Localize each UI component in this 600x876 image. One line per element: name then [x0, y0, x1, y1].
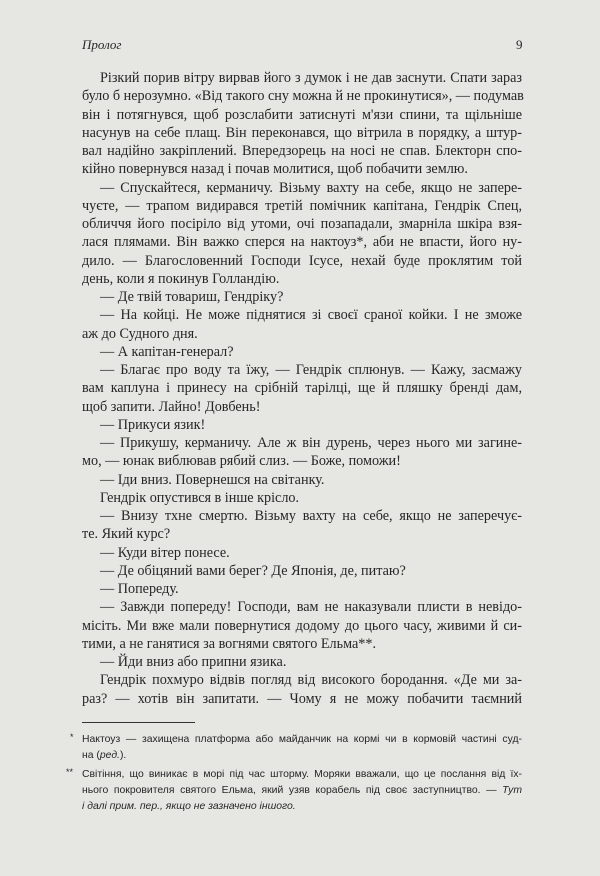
- footnote-line: [82, 799, 522, 815]
- text-line: місіть. Ми вже мали повернутися додому до цього часу, живими й си-: [82, 617, 522, 634]
- text-line: — Спускайтеся, керманичу. Візьму вахту на себе, якщо не запере-: [100, 179, 522, 196]
- running-header-title: Пролог: [82, 37, 122, 52]
- footnotes: [66, 732, 522, 815]
- text-line: насунув на себе плащ. Він переконався, що вітрила в порядку, а штур-: [82, 124, 522, 141]
- footnote-text: ).: [119, 750, 127, 761]
- text-line: — Завжди попереду! Господи, вам не наказували плисти в невідо-: [100, 599, 522, 616]
- body-text: [82, 69, 522, 708]
- text-line: раз? — хотів він запитати. — Чому я не можу побачити таємний: [82, 690, 522, 707]
- footnote-line: [82, 783, 522, 799]
- text-line: Різкий порив вітру вирвав його з думок і не дав заснути. Спати зараз: [100, 70, 522, 86]
- text-line: лася плямами. Він важко сперся на нактоуз*, аби не впасти, його ну-: [82, 234, 522, 251]
- footnote-text: Світіння, що виникає в морі під час шторму. Моряки вважали, що це послання від їх-: [82, 769, 522, 780]
- text-line: обличчя його посіріло від утоми, очі позападали, змарніла шкіра взя-: [82, 216, 522, 232]
- text-line: — Прикушу, керманичу. Але ж він дурень, через нього ми загине-: [100, 435, 522, 451]
- text-line: він і потягнувся, щоб розслабити затиснуті м'язи спини, та щільніше: [82, 106, 522, 123]
- text-line: — Йди вниз або припни язика.: [100, 654, 287, 670]
- text-line: — А капітан-генерал?: [100, 343, 234, 360]
- footnote-marker: **: [66, 767, 74, 777]
- footnote-text: нього покровителя святого Ельма, який узяв корабель під своє заступництво. —: [82, 785, 503, 796]
- footnote-text: на (: [82, 750, 100, 761]
- text-line: вал надійно закріплений. Впередзорець на носі не спав. Блекторн спо-: [82, 143, 522, 159]
- text-line: те. Який курс?: [82, 526, 171, 543]
- text-line: — Внизу тхне смертю. Візьму вахту на себе, якщо не заперечує-: [100, 508, 522, 524]
- text-line: вам каплуна і принесу на срібній тарілці, ще й пляшку бренді дам,: [82, 380, 522, 397]
- footnote-text: ред.: [99, 750, 120, 761]
- text-line: — Куди вітер понесе.: [100, 544, 230, 561]
- text-line: щоб запити. Лайно! Довбень!: [82, 398, 261, 415]
- footnote-line: [66, 767, 522, 783]
- text-line: — На койці. Не може піднятися зі своєї сраної койки. І не зможе: [100, 307, 522, 324]
- text-line: — Іди вниз. Повернешся на світанку.: [100, 471, 325, 488]
- text-line: аж до Судного дня.: [82, 325, 198, 342]
- text-line: — Де обіцяний вами берег? Де Японія, де, питаю?: [100, 562, 406, 579]
- footnote-text: Нактоуз — захищена платформа або майданчик на кормі чи в кормовій частині суд-: [82, 734, 522, 745]
- footnote-marker: *: [70, 732, 74, 742]
- page-number: 9: [516, 37, 523, 52]
- footnote-line: [82, 748, 522, 764]
- text-line: — Благає про воду та їжу, — Гендрік сплюнув. — Кажу, засмажу: [100, 362, 522, 378]
- text-line: дило. — Благословенний Господи Ісусе, нехай буде проклятим той: [82, 252, 522, 269]
- footnote-divider: [82, 722, 195, 723]
- text-line: тими, а не ганятися за вогнями святого Ельма**.: [82, 635, 377, 652]
- footnote-text: Тут: [502, 785, 522, 796]
- text-line: чуєте, — трапом видирався третій помічник капітана, Гендрік Спец,: [82, 197, 522, 214]
- text-line: Гендрік похмуро відвів погляд від високого бородання. «Де ми за-: [100, 672, 522, 689]
- text-line: — Де твій товариш, Гендріку?: [100, 289, 284, 305]
- text-line: кійно повернувся назад і почав молитися, щоб побачити землю.: [82, 161, 468, 178]
- footnote-text: і далі прим. пер., якщо не зазначено іншого.: [82, 801, 296, 812]
- text-line: — Попереду.: [100, 581, 179, 597]
- text-line: — Прикуси язик!: [100, 416, 206, 433]
- footnote-line: [70, 732, 522, 748]
- text-line: день, коли я покинув Голландію.: [82, 270, 280, 287]
- text-line: мо, — юнак виблював рябий слиз. — Боже, поможи!: [82, 453, 401, 470]
- text-line: Гендрік опустився в інше крісло.: [100, 489, 300, 506]
- text-line: було б нерозумно. «Від такого сну можна й не прокинутися», — подумав: [82, 88, 524, 105]
